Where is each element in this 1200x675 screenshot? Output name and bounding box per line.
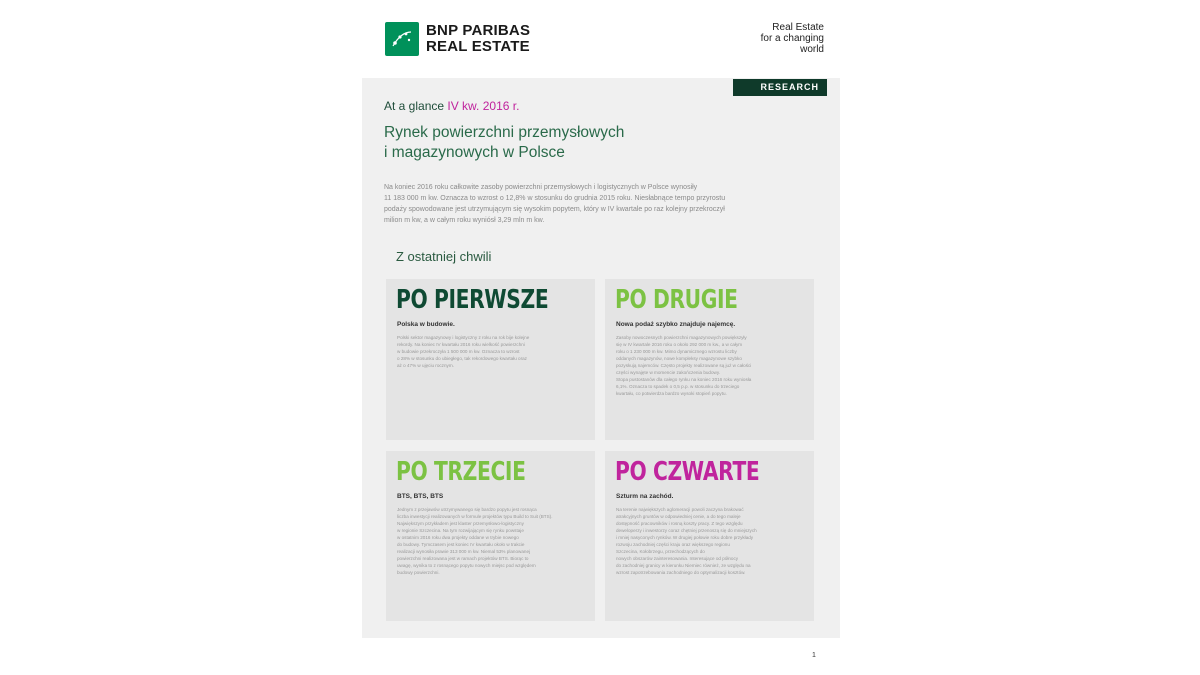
at-a-glance-label: At a glance: [384, 99, 448, 113]
tagline-line3: world: [800, 44, 824, 55]
lead-line: Na koniec 2016 roku całkowite zasoby powierzchni przemysłowych i logistycznych w Polsce wynosiły: [384, 184, 698, 191]
report-title: [384, 123, 624, 163]
stars-icon: [391, 30, 413, 48]
body-line: części wynajęte w momencie zakończenia budowy.: [616, 370, 721, 375]
card-po-czwarte: [605, 451, 814, 621]
card-po-pierwsze: [386, 279, 595, 440]
section-subhead: Z ostatniej chwili: [396, 249, 492, 264]
card-subtitle: BTS, BTS, BTS: [397, 493, 444, 500]
body-line: liczba inwestycji realizowanych w formule projektów typu Build to Suit (BTS).: [397, 514, 553, 519]
body-line: nowych obszarów zainteresowania. Interesujące od północy: [616, 556, 739, 561]
logo-wordmark: [426, 23, 530, 55]
lead-line: 11 183 000 m kw. Oznacza to wzrost o 12,8% w stosunku do grudnia 2015 roku. Niesłabnące tempo przyrostu: [384, 195, 726, 202]
body-line: Jednym z przejawów utrzymywanego się bardzo popytu jest rosnąca: [397, 507, 537, 512]
card-heading: PO TRZECIE: [396, 457, 526, 487]
body-line: realizacji wynosiła prawie 313 000 m kw. Niemal 53% planowanej: [397, 549, 531, 554]
body-line: Na terenie największych aglomeracji powoli zaczyna brakować: [616, 507, 744, 512]
body-line: i mniej nasyconych rynków. W drugiej połowie roku dobre przykłady: [616, 535, 754, 540]
card-po-drugie: [605, 279, 814, 440]
body-line: Zasoby nowoczesnych powierzchni magazynowych powiększyły: [616, 335, 747, 340]
body-line: Polski sektor magazynowy i logistyczny z roku na rok bije kolejne: [397, 335, 530, 340]
body-line: się w IV kwartale 2016 roku o około 292 000 m kw., a w całym: [616, 342, 743, 347]
body-line: 6,1%. Oznacza to spadek o 0,5 p.p. w stosunku do trzeciego: [616, 384, 740, 389]
body-line: w regionie Szczecina. Na tym rozwijającym się rynku powstaje: [397, 528, 524, 533]
research-badge: RESEARCH: [733, 79, 827, 96]
body-line: oddanych magazynów, nowe kompleksy magazynowe szybko: [616, 356, 742, 361]
body-line: do zachodniej granicy w kierunku Niemiec również, ze względu na: [616, 563, 751, 568]
tagline-line1: Real Estate: [772, 22, 824, 33]
at-a-glance-heading: [384, 99, 519, 113]
body-line: pozyskują najemców. Często projekty realizowane są już w całości: [616, 363, 752, 368]
page-number: 1: [812, 652, 816, 659]
body-line: budowy powierzchni.: [397, 570, 440, 575]
card-po-trzecie: [386, 451, 595, 621]
card-heading: PO PIERWSZE: [396, 285, 549, 315]
body-line: Największym przykładem jest klaster przemysłowo-logistyczny: [397, 521, 524, 526]
title-line1: Rynek powierzchni przemysłowych: [384, 124, 625, 141]
card-subtitle: Polska w budowie.: [397, 321, 455, 328]
card-body: [397, 334, 587, 369]
tagline: [761, 22, 824, 55]
body-line: do budowy. Tymczasem jest koniec IV kwartału około w trakcie: [397, 542, 525, 547]
body-line: Szczecina, Kołobrzegu, przechodzących do: [616, 549, 705, 554]
body-line: rozwoju zachodniej części kraju oraz większego regionu: [616, 542, 730, 547]
body-line: deweloperzy i inwestorzy coraz chętniej przenoszą się do mniejszych: [616, 528, 757, 533]
card-heading: PO DRUGIE: [615, 285, 738, 315]
body-line: powierzchni realizowana jest w ramach projektów BTS. Biorąc to: [397, 556, 529, 561]
body-line: w budowie przekroczyła 1 500 000 m kw. Oznacza to wzrost: [397, 349, 520, 354]
body-line: o 28% w stosunku do ubiegłego, tak rekordowego kwartału oraz: [397, 356, 527, 361]
lead-paragraph: [384, 182, 804, 226]
body-line: atrakcyjnych gruntów w odpowiedniej cenie, a do tego maleje: [616, 514, 741, 519]
logo-line2: REAL ESTATE: [426, 38, 530, 55]
bnp-logo-icon: [385, 22, 419, 56]
report-page: [362, 0, 840, 675]
body-line: aż o 47% w ujęciu rocznym.: [397, 363, 454, 368]
lead-line: podaży spowodowane jest utrzymującym się wysokim popytem, który w IV kwartale po raz kolejny przekroczył: [384, 206, 725, 213]
card-body: [616, 506, 806, 576]
card-heading: PO CZWARTE: [615, 457, 760, 487]
body-line: roku o 1 230 000 m kw. Mimo dynamicznego wzrostu liczby: [616, 349, 737, 354]
title-line2: i magazynowych w Polsce: [384, 144, 565, 161]
body-line: w ostatnim 2016 roku dwa projekty oddane w trybie nowego: [397, 535, 519, 540]
card-body: [397, 506, 587, 576]
period-label: IV kw. 2016 r.: [447, 99, 520, 113]
body-line: rekordy. Na koniec IV kwartału 2016 roku wielkość powierzchni: [397, 342, 525, 347]
lead-line: milion m kw, a w całym roku wyniósł 3,29 mln m kw.: [384, 217, 545, 224]
tagline-line2: for a changing: [760, 33, 824, 44]
body-line: wzrost zapotrzebowania zachodniego do optymalizacji kosztów.: [616, 570, 746, 575]
body-line: dostępność pracowników i rosną koszty pracy. Z tego względu: [616, 521, 743, 526]
card-subtitle: Nowa podaż szybko znajduje najemcę.: [616, 321, 736, 328]
logo-line1: BNP PARIBAS: [426, 22, 531, 39]
body-line: Stopa pustostanów dla całego rynku na koniec 2016 roku wyniosła: [616, 377, 752, 382]
body-line: kwartału, co potwierdza bardzo wysoki stopień popytu.: [616, 391, 727, 396]
body-line: uwagę, wynika to z rosnącego popytu nowych miejsc pod względem: [397, 563, 536, 568]
card-subtitle: Szturm na zachód.: [616, 493, 674, 500]
card-body: [616, 334, 806, 397]
